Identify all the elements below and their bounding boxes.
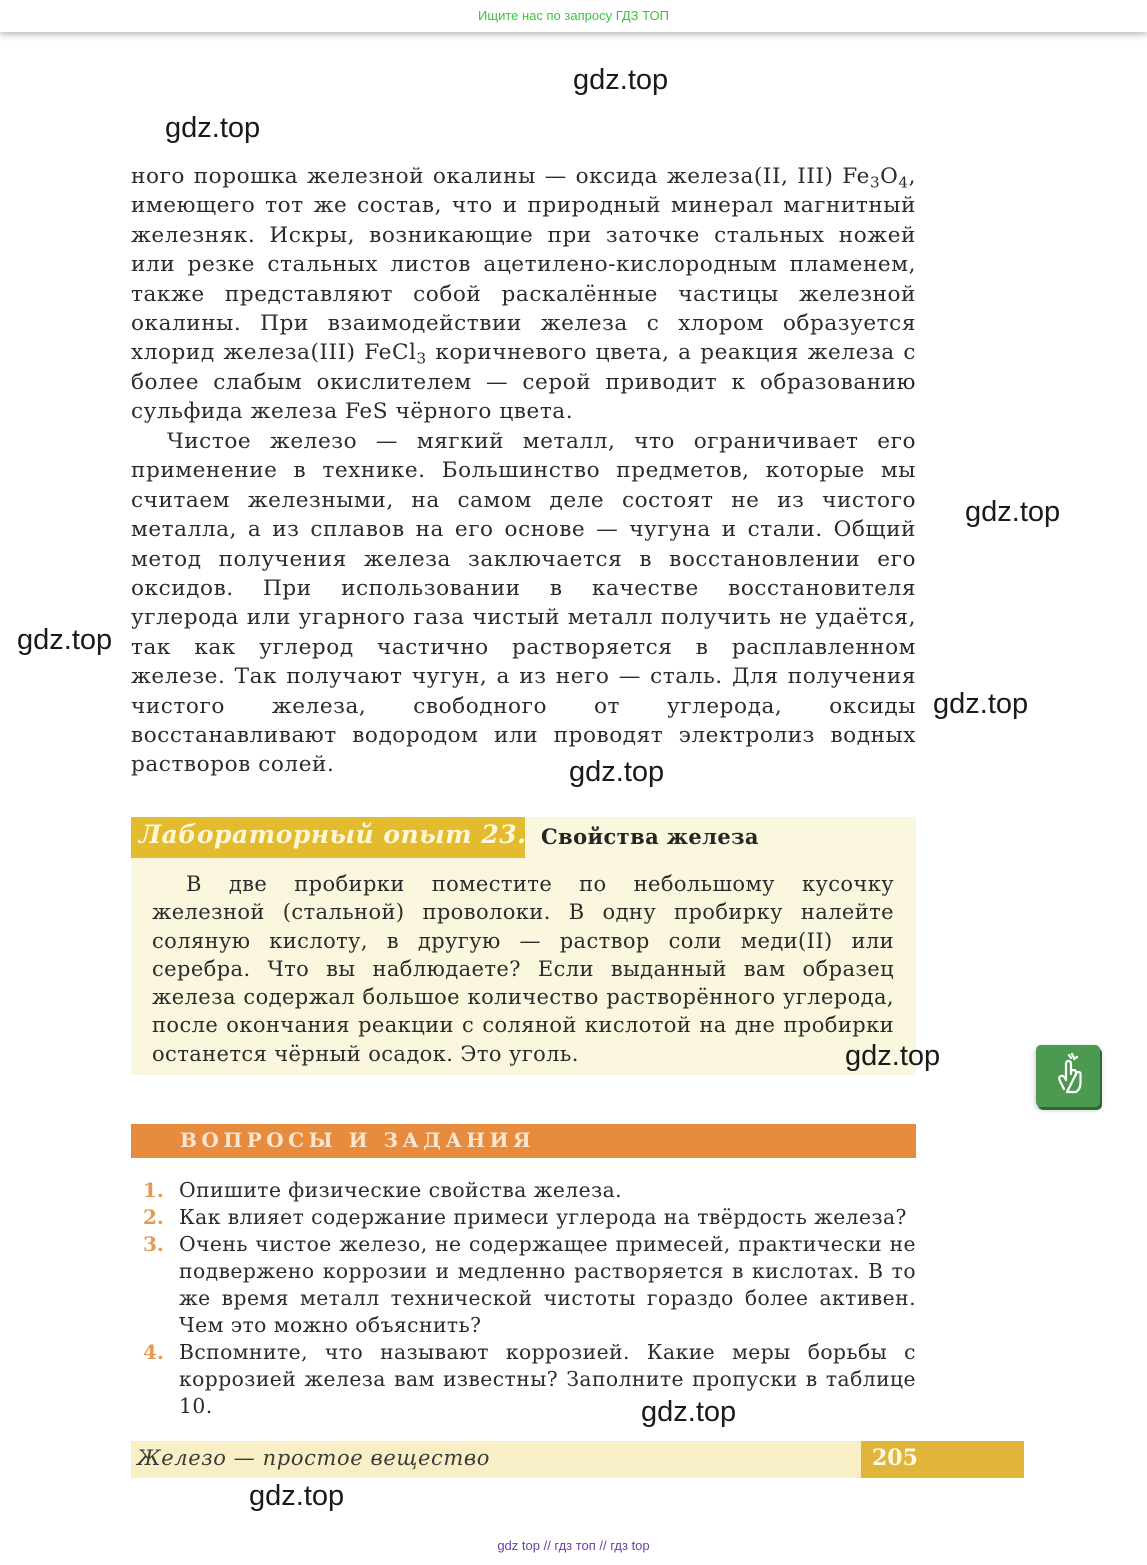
watermark: gdz.top [965, 496, 1061, 528]
watermark: gdz.top [249, 1480, 345, 1512]
paragraph-text: , имеющего тот же состав, что и природный минерал магнитный железняк. Искры, возникающие при заточке стальных ножей или резке стальных листов ацетилено-кислородным пламенем, также представляют собой раскалённые частицы железной окалины. При взаимодействии железа с хлором образуется хлорид железа(III) FeCl [131, 164, 916, 366]
lab-experiment-label-bar [131, 817, 525, 858]
question-text: Опишите физические свойства железа. [179, 1178, 623, 1202]
question-item [143, 1177, 916, 1204]
question-item [143, 1231, 916, 1339]
questions-list [143, 1177, 916, 1420]
lab-experiment-label: Лабораторный опыт 23. [139, 820, 527, 849]
watermark: gdz.top [569, 756, 665, 788]
top-banner-text: Ищите нас по запросу ГДЗ ТОП [478, 8, 669, 23]
question-item [143, 1204, 916, 1231]
questions-heading: ВОПРОСЫ И ЗАДАНИЯ [180, 1128, 536, 1152]
paragraph-text: коричневого цвета, а реакция железа с более слабым окислителем — серой приводит к образованию сульфида железа FeS чёрного цвета. [131, 340, 916, 425]
watermark: gdz.top [845, 1040, 941, 1072]
watermark: gdz.top [573, 64, 669, 96]
paragraph-pure-iron [131, 427, 916, 780]
paragraph-text: O [880, 164, 899, 189]
lab-experiment-text [152, 870, 894, 1068]
question-number: 1. [143, 1178, 164, 1202]
question-text: Как влияет содержание примеси углерода на твёрдость железа? [179, 1205, 907, 1229]
question-number: 3. [143, 1232, 164, 1256]
question-number: 4. [143, 1340, 164, 1364]
page-number: 205 [872, 1445, 918, 1471]
running-footer [131, 1441, 861, 1478]
question-number: 2. [143, 1205, 164, 1229]
page-number-bar [861, 1441, 1024, 1478]
top-banner [0, 0, 1147, 32]
lab-text-content: В две пробирки поместите по небольшому кусочку железной (стальной) проволоки. В одну пробирку налейте соляную кислоту, в другую — раствор соли меди(II) или серебра. Что вы наблюдаете? Если выданный вам образец железа содержал большое количество растворённого углерода, после окончания реакции с соляной кислотой на дне пробирки останется чёрный осадок. Это уголь. [152, 872, 894, 1066]
subscript: 3 [869, 173, 881, 192]
subscript: 3 [416, 349, 427, 368]
paragraph-iron-oxide [131, 162, 916, 427]
question-text: Очень чистое железо, не содержащее примесей, практически не подвержено коррозии и медленно растворяется в кислотах. В то же время металл технической чистоты гораздо более активен. Чем это можно объяснить? [179, 1232, 916, 1337]
watermark: gdz.top [641, 1396, 737, 1428]
question-item [143, 1339, 916, 1420]
watermark: gdz.top [165, 112, 261, 144]
watermark: gdz.top [17, 624, 113, 656]
questions-header [131, 1124, 916, 1158]
question-text: Вспомните, что называют коррозией. Какие меры борьбы с коррозией железа вам известны? Заполните пропуски в таблице 10. [179, 1340, 916, 1418]
subscript: 4 [898, 173, 909, 192]
lab-experiment-title: Свойства железа [541, 824, 759, 849]
interactive-mode-button[interactable] [1036, 1045, 1100, 1107]
paragraph-text: ного порошка железной окалины — оксида железа(II, III) Fe [131, 164, 870, 189]
watermark: gdz.top [933, 688, 1029, 720]
paragraph-text: Чистое железо — мягкий металл, что ограничивает его применение в технике. Большинство предметов, которые мы считаем железными, на самом деле состоят не из чистого металла, а из сплавов на его основе — чугуна и стали. Общий метод получения железа заключается в восстановлении его оксидов. При использовании в качестве восстановителя углерода или угарного газа чистый металл получить не удаётся, так как углерод частично растворяется в расплавленном железе. Так получают чугун, а из него — сталь. Для получения чистого железа, свободного от углерода, оксиды восстанавливают водородом или проводят электролиз водных растворов солей. [131, 429, 916, 778]
hand-pointer-icon [1036, 1045, 1100, 1107]
bottom-links[interactable]: gdz top // гдз топ // гдз top [497, 1538, 650, 1553]
footer-section-title: Железо — простое вещество [137, 1446, 490, 1470]
